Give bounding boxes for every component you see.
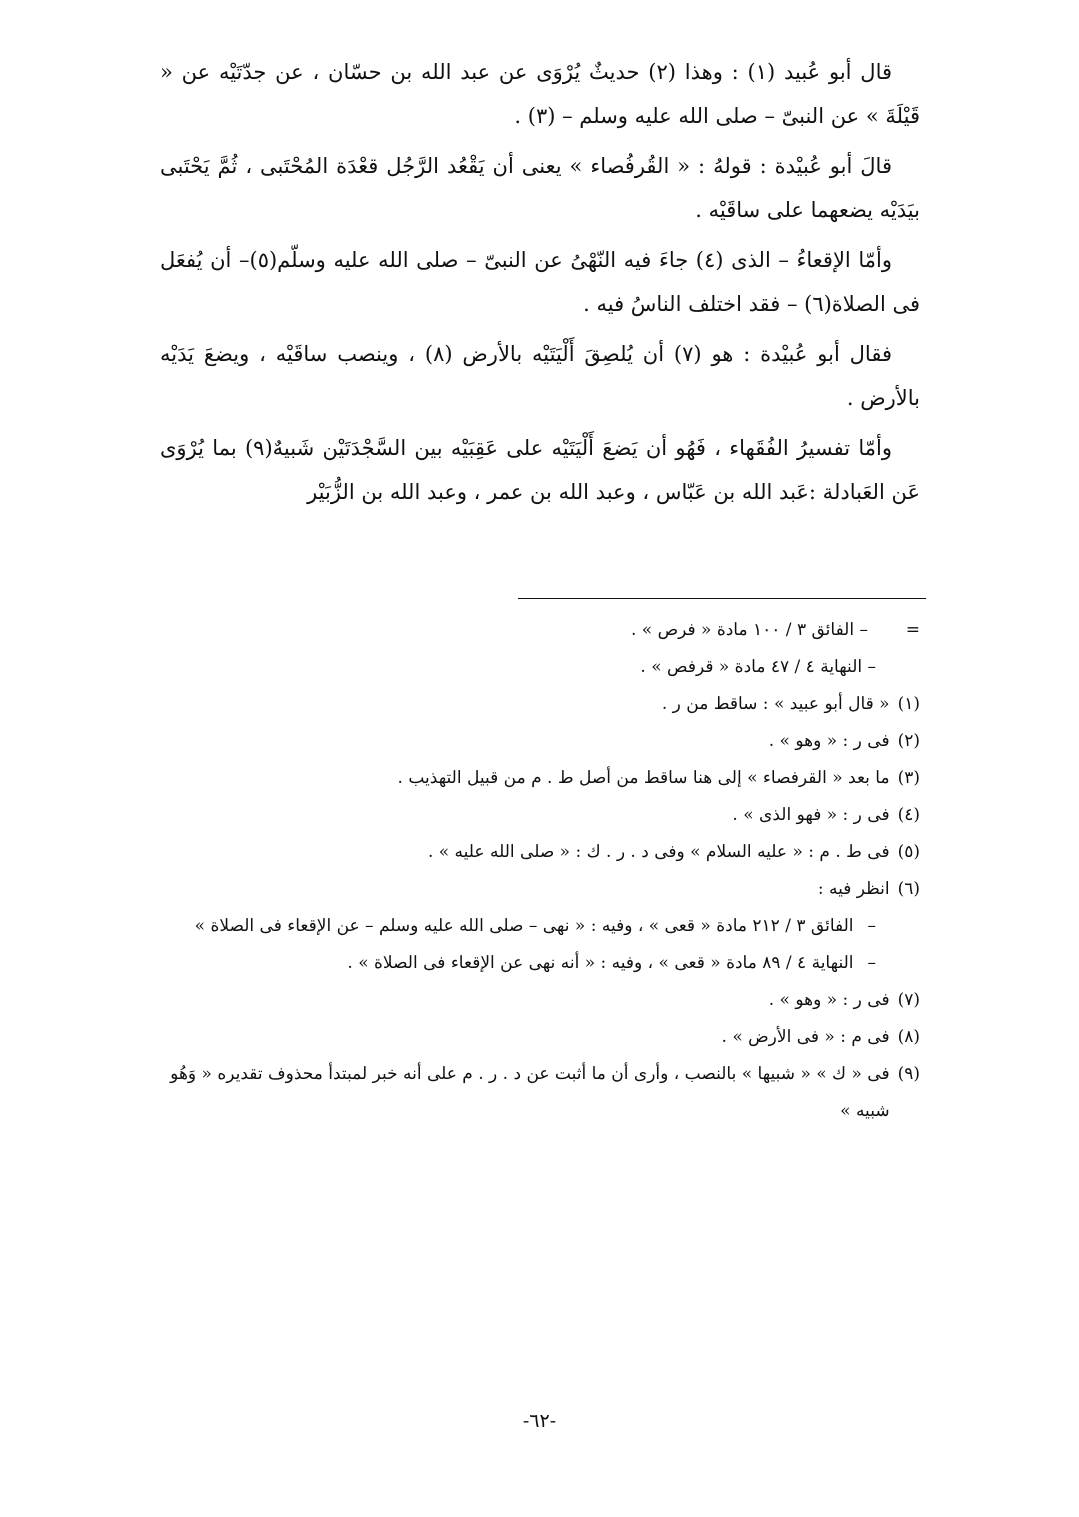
footnote-number: (٩) xyxy=(897,1064,920,1084)
body-paragraph: وأمّا تفسيرُ الفُقَهاء ، فَهُو أن يَضعَ أَلْيَتَيْه على عَقِبَيْه بين السَّجْدَتَيْن شَبيهٌ(٩) بما يُرْوَى عَن العَبادلة :عَبد الله بن عَبّاس ، وعبد الله بن عمر ، وعبد الله بن الزُّبَيْر xyxy=(160,436,920,504)
footnote-number: (٧) xyxy=(897,990,920,1010)
footnote-number: (٦) xyxy=(897,879,920,899)
footnote xyxy=(160,982,920,1019)
body-paragraph: فقال أبو عُبيْدة : هو (٧) أن يُلصِقَ أَلْيَتَيْه بالأرض (٨) ، وينصب ساقَيْه ، ويضعَ يَدَيْه بالأرض . xyxy=(160,342,920,410)
body-paragraph: وأمّا الإقعاءُ – الذى (٤) جاءَ فيه النّهْىُ عن النبىّ – صلى الله عليه وسلّم(٥)– أن يُفعَل فى الصلاة(٦) – فقد اختلف الناسُ فيه . xyxy=(160,248,920,316)
footnote-number: (٣) xyxy=(897,768,920,788)
footnote-number: (٤) xyxy=(897,805,920,825)
footnote-source xyxy=(160,612,920,649)
footnote-text: الفائق ٣ / ٢١٢ مادة « قعى » ، وفيه : « نهى – صلى الله عليه وسلم – عن الإقعاء فى الصلاة » xyxy=(194,916,854,936)
footnote xyxy=(160,1019,920,1056)
footnote-text: فى ر : « وهو » . xyxy=(768,990,890,1010)
footnote xyxy=(160,871,920,908)
footnote xyxy=(160,797,920,834)
footnotes-section xyxy=(160,612,920,1130)
footnote-number: (١) xyxy=(897,694,920,714)
footnote-text: « قال أبو عبيد » : ساقط من ر . xyxy=(661,694,890,714)
footnote-sub-item xyxy=(160,945,920,982)
footnote-text: فى « ك » « شبيها » بالنصب ، وأرى أن ما أثبت عن د . ر . م على أنه خبر لمبتدأ محذوف تقديره « وَهُو شبيه » xyxy=(170,1064,890,1121)
footnote-sub-item xyxy=(160,908,920,945)
footnote-text: فى ط . م : « عليه السلام » وفى د . ر . ك : « صلى الله عليه » . xyxy=(427,842,890,862)
body-paragraph: قالَ أبو عُبيْدة : قولهُ : « القُرفُصاء » يعنى أن يَقْعُد الرَّجُل قعْدَة المُحْتَبى ، ثُمَّ يَحْتَبى بيَدَيْه يضعهما على ساقَيْه . xyxy=(160,154,920,222)
footnote-text: النهاية ٤ / ٨٩ مادة « قعى » ، وفيه : « أنه نهى عن الإقعاء فى الصلاة » . xyxy=(347,953,854,973)
footnote-dash: – xyxy=(867,916,876,936)
footnote-number: (٥) xyxy=(897,842,920,862)
footnote-marker: = xyxy=(905,620,920,640)
footnote xyxy=(160,723,920,760)
footnote-dash: – xyxy=(867,953,876,973)
footnote-number: (٨) xyxy=(897,1027,920,1047)
footnote-text: انظر فيه : xyxy=(817,879,890,899)
footnote-number: (٢) xyxy=(897,731,920,751)
main-text xyxy=(160,50,920,520)
footnote-text: فى ر : « فهو الذى » . xyxy=(732,805,890,825)
footnote-text: ما بعد « القرفصاء » إلى هنا ساقط من أصل ط . م من قبيل التهذيب . xyxy=(397,768,890,788)
footnote xyxy=(160,834,920,871)
footnote-separator xyxy=(518,598,926,599)
footnote-text: – النهاية ٤ / ٤٧ مادة « قرفص » . xyxy=(640,657,876,677)
footnote-text: – الفائق ٣ / ١٠٠ مادة « فرص » . xyxy=(630,620,868,640)
footnote xyxy=(160,686,920,723)
footnote-text: فى م : « فى الأرض » . xyxy=(721,1027,890,1047)
footnote-source xyxy=(160,649,920,686)
page-number: -٦٢- xyxy=(522,1410,557,1432)
footnote xyxy=(160,760,920,797)
footnote-text: فى ر : « وهو » . xyxy=(768,731,890,751)
footnote xyxy=(160,1056,920,1130)
body-paragraph: قال أبو عُبيد (١) : وهذا (٢) حديثٌ يُرْوَى عن عبد الله بن حسّان ، عن جدّتَيْه عن « قَيْلَةَ » عن النبىّ – صلى الله عليه وسلم – (٣) . xyxy=(160,60,920,128)
